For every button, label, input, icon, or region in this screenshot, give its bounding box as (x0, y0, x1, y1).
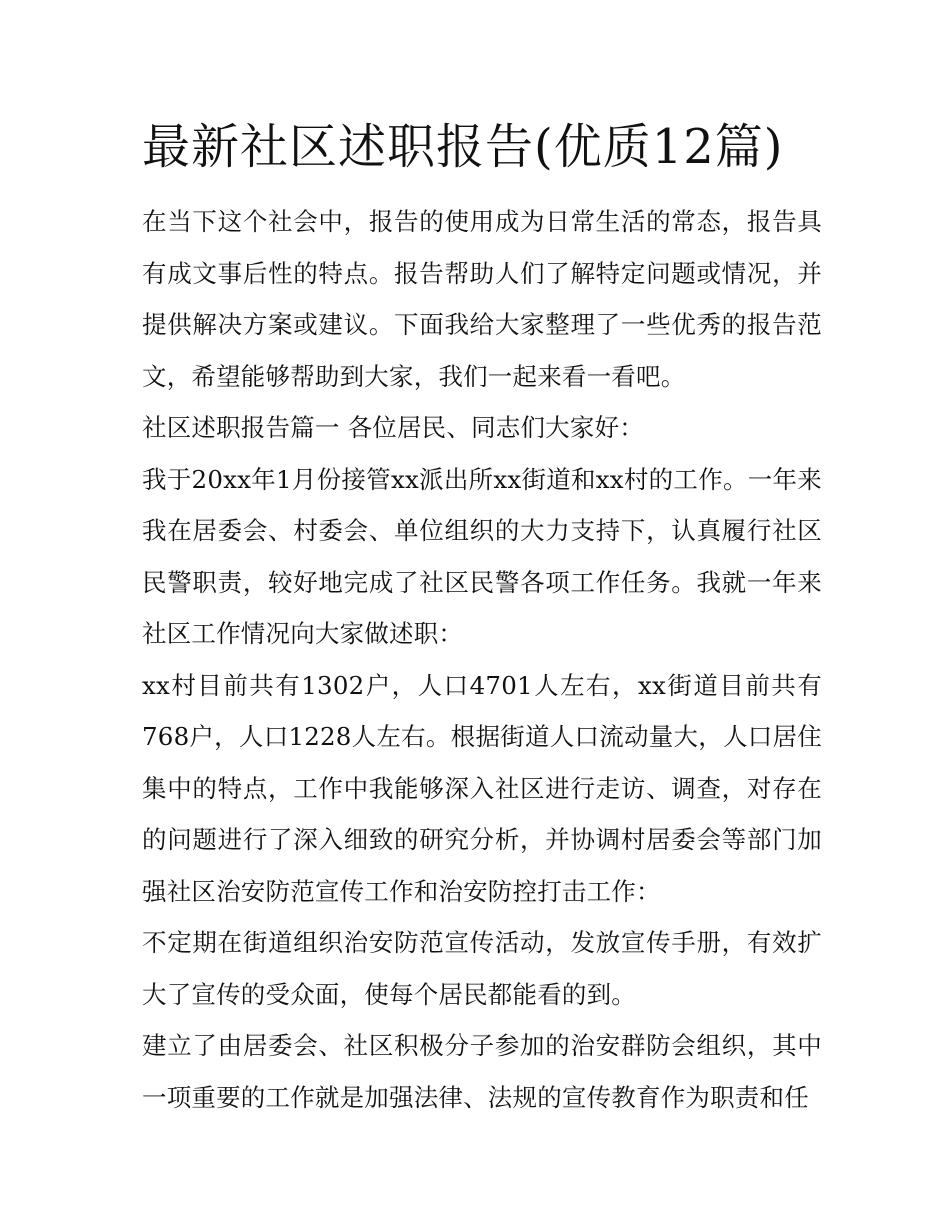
body-paragraph: 我于20xx年1月份接管xx派出所xx街道和xx村的工作。一年来我在居委会、村委会、单位组织的大力支持下，认真履行社区民警职责，较好地完成了社区民警各项工作任务。我就一年来社区工作情况向大家做述职： (142, 464, 822, 648)
document-page (142, 112, 822, 1123)
body-paragraph: 建立了由居委会、社区积极分子参加的治安群防会组织，其中一项重要的工作就是加强法律、法规的宣传教育作为职责和任 (142, 1031, 822, 1112)
body-paragraph: xx村目前共有1302户，人口4701人左右，xx街道目前共有768户，人口1228人左右。根据街道人口流动量大，人口居住集中的特点，工作中我能够深入社区进行走访、调查，对存在的问题进行了深入细致的研究分析，并协调村居委会等部门加强社区治安防范宣传工作和治安防控打击工作： (142, 670, 822, 906)
section-heading-paragraph: 社区述职报告篇一 各位居民、同志们大家好： (142, 413, 644, 442)
document-title: 最新社区述职报告(优质12篇) (142, 119, 784, 175)
document-body (142, 196, 822, 1123)
body-paragraph: 不定期在街道组织治安防范宣传活动，发放宣传手册，有效扩大了宣传的受众面，使每个居民都能看的到。 (142, 928, 822, 1009)
intro-paragraph: 在当下这个社会中，报告的使用成为日常生活的常态，报告具有成文事后性的特点。报告帮助人们了解特定问题或情况，并提供解决方案或建议。下面我给大家整理了一些优秀的报告范文，希望能够帮助到大家，我们一起来看一看吧。 (142, 207, 822, 391)
